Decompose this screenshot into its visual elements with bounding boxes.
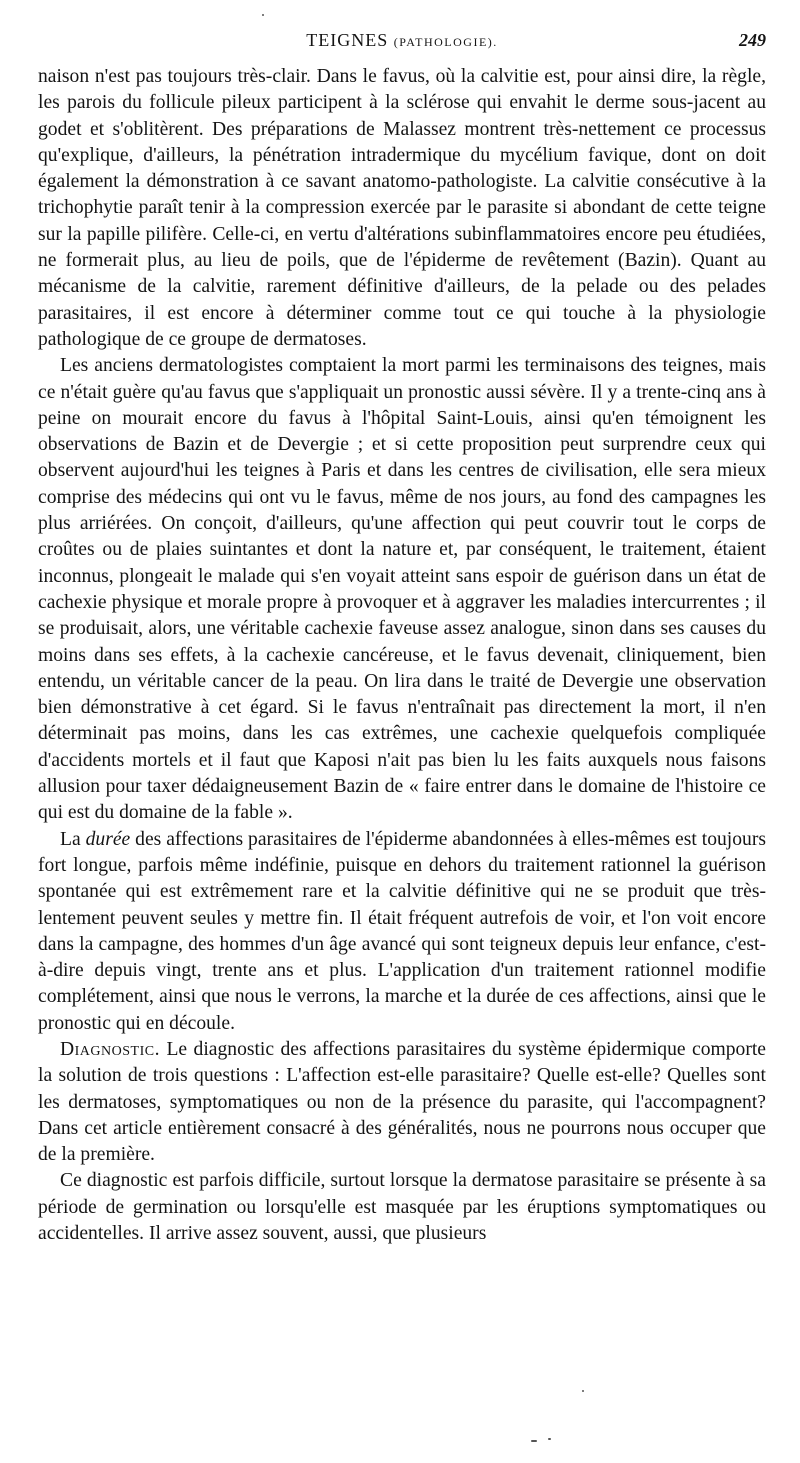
paragraph-text: naison n'est pas toujours très-clair. Dans le favus, où la calvitie est, pour ainsi dire, la règle, les parois du follicule pileux participent à la sclérose qui envahit le derme sous-jacent au godet et s'oblitèrent. Des préparations de Malassez montrent très-nettement ce processus qu'explique, d'ailleurs, la pénétration intradermique du mycélium favique, dont on doit également la démonstration à ce savant anatomo-pathologiste. La calvitie consécutive à la trichophytie paraît tenir à la compression exercée par le parasite si abondant de cette teigne sur la papille pilifère. Celle-ci, en vertu d'altérations subinflammatoires encore peu étudiées, ne formerait plus, au lieu de poils, que de l'épiderme de revêtement (Bazin). Quant au mécanisme de la calvitie, rarement définitive d'ailleurs, de la pelade ou des pelades parasitaires, il est encore à déterminer comme tout ce qui touche à la physiologie pathologique de ce groupe de dermatoses. xyxy=(38,66,766,350)
running-title-subtitle: (PATHOLOGIE). xyxy=(393,35,498,49)
print-speck xyxy=(548,1438,551,1440)
paragraph-duration xyxy=(38,827,766,1037)
paragraph-lead: La xyxy=(60,828,81,850)
paragraph-text: Le diagnostic des affections parasitaires du système épidermique comporte la solution de trois questions : L'affection est-elle parasitaire? Quelle est-elle? Quelles sont les dermatoses, symptomatiques ou non de la présence du parasite, qui l'accompagnent? Dans cet article entièrement consacré à des généralités, nous ne pourrons nous occuper que de la première. xyxy=(38,1038,766,1166)
paragraph-continuation xyxy=(38,64,766,353)
text-body xyxy=(38,64,766,1247)
emphasized-word: durée xyxy=(85,828,131,850)
paragraph-diagnosis-difficulty xyxy=(38,1168,766,1247)
paragraph-text: Ce diagnostic est parfois difficile, surtout lorsque la dermatose parasitaire se présente à sa période de germination ou lorsqu'elle est masquée par les éruptions symptomatiques ou accidentelles. Il arrive assez souvent, aussi, que plusieurs xyxy=(38,1170,766,1245)
running-title-main: TEIGNES xyxy=(306,30,389,50)
print-speck xyxy=(582,1390,584,1392)
running-head xyxy=(38,30,766,56)
paragraph-mortality xyxy=(38,353,766,826)
book-page xyxy=(38,0,766,1463)
print-speck xyxy=(531,1440,537,1442)
paragraph-text: des affections parasitaires de l'épiderme abandonnées à elles-mêmes est toujours fort longue, parfois même indéfinie, puisque en dehors du traitement rationnel la guérison spontanée qui est extrêmement rare et la calvitie définitive qui ne se produit que très-lentement peuvent seules y mettre fin. Il était fréquent autrefois de voir, et l'on voit encore dans la campagne, des hommes d'un âge avancé qui sont teigneux depuis leur enfance, c'est-à-dire depuis vingt, trente ans et plus. L'application d'un traitement rationnel modifie complétement, ainsi que nous le verrons, la marche et la durée de ces affections, ainsi que le pronostic qui en découle. xyxy=(38,828,766,1034)
print-speck xyxy=(262,14,264,16)
paragraph-diagnostic xyxy=(38,1037,766,1168)
page-number: 249 xyxy=(739,30,766,50)
running-title xyxy=(38,30,766,51)
paragraph-text: Les anciens dermatologistes comptaient la mort parmi les terminaisons des teignes, mais ce n'était guère qu'au favus que s'appliquait un pronostic aussi sévère. Il y a trente-cinq ans à peine on mourait encore du favus à l'hôpital Saint-Louis, ainsi qu'en témoignent les observations de Bazin et de Devergie ; et si cette proposition peut surprendre ceux qui observent aujourd'hui les teignes à Paris et dans les centres de civilisation, elle sera mieux comprise des médecins qui ont vu le favus, même de nos jours, au fond des campagnes les plus arriérées. On conçoit, d'ailleurs, qu'une affection qui peut couvrir tout le corps de croûtes ou de plaies suintantes et dont la nature et, par conséquent, le traitement, étaient inconnus, plongeait le malade qui s'en voyait atteint sans espoir de guérison dans un état de cachexie physique et morale propre à provoquer et à aggraver les maladies intercurrentes ; il se produisait, alors, une véritable cachexie faveuse assez analogue, sinon dans ses causes du moins dans ses effets, à la cachexie cancéreuse, et le favus devenait, cliniquement, bien entendu, un véritable cancer de la peau. On lira dans le traité de Devergie une observation bien démonstrative à cet égard. Si le favus n'entraînait pas directement la mort, il n'en déterminait pas moins, dans les cas extrêmes, une cachexie quelquefois compliquée d'accidents mortels et il faut que Kaposi n'ait pas bien lu les faits auxquels nous faisons allusion pour taxer dédaigneusement Bazin de « faire entrer dans le domaine de l'histoire ce qui est du domaine de la fable ». xyxy=(38,355,766,824)
section-heading: Diagnostic. xyxy=(60,1038,160,1060)
